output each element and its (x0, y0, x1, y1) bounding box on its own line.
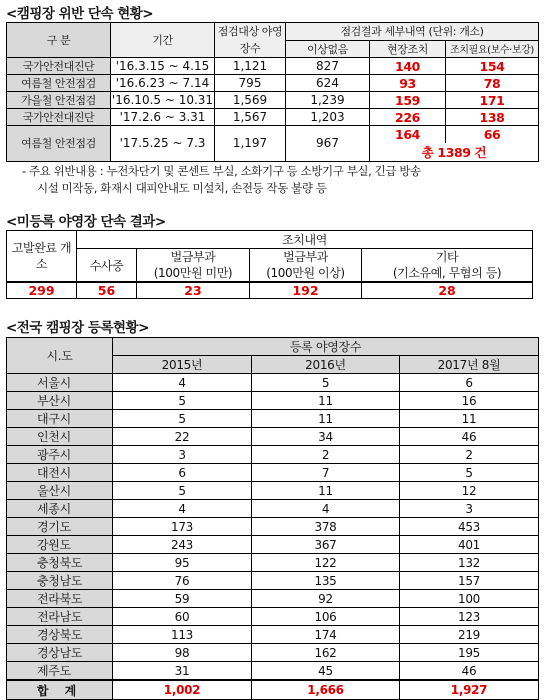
header-fine-over-line2: (100만원 이상) (266, 266, 345, 280)
cell-2017: 11 (400, 410, 539, 428)
cell-2016: 92 (252, 590, 400, 608)
row-period: '16.6.23 ~ 7.14 (111, 75, 215, 92)
cell-2016: 106 (252, 608, 400, 626)
cell-2015: 173 (113, 518, 252, 536)
header-2015: 2015년 (113, 356, 252, 374)
cell-2015: 5 (113, 410, 252, 428)
cell-2017: 6 (400, 374, 539, 392)
row-needs-action: 154 (446, 58, 539, 75)
sido-name: 전라북도 (7, 590, 113, 608)
violation-table (6, 22, 539, 162)
table-row (7, 92, 539, 109)
header-period: 기간 (111, 23, 215, 58)
row-onsite: 93 (370, 75, 446, 92)
section3-title: <전국 캠핑장 등록현황> (6, 320, 149, 336)
header-results: 점검결과 세부내역 (단위: 개소) (286, 23, 539, 41)
table-row (7, 392, 539, 410)
cell-2017: 132 (400, 554, 539, 572)
row-sites: 1,569 (215, 92, 286, 109)
cell-2015: 95 (113, 554, 252, 572)
cell-2017: 401 (400, 536, 539, 554)
cell-2017: 219 (400, 626, 539, 644)
row-category: 가을철 안전점검 (7, 92, 111, 109)
cell-2015: 243 (113, 536, 252, 554)
table-row (7, 518, 539, 536)
cell-2016: 367 (252, 536, 400, 554)
cell-2015: 5 (113, 482, 252, 500)
value-fine-over: 192 (250, 282, 362, 299)
sido-name: 전라남도 (7, 608, 113, 626)
cell-2015: 98 (113, 644, 252, 662)
row-period: '17.2.6 ~ 3.31 (111, 109, 215, 126)
row-sites: 1,121 (215, 58, 286, 75)
cell-2017: 5 (400, 464, 539, 482)
table-row (7, 554, 539, 572)
row-needs-action: 66 (446, 126, 539, 143)
sido-name: 강원도 (7, 536, 113, 554)
header-sido: 시.도 (7, 338, 113, 374)
cell-2015: 31 (113, 662, 252, 681)
table-row (7, 644, 539, 662)
header-needs-action: 조치필요(보수·보강) (446, 40, 539, 58)
cell-2016: 4 (252, 500, 400, 518)
row-onsite: 159 (370, 92, 446, 109)
cell-2017: 157 (400, 572, 539, 590)
row-needs-action: 138 (446, 109, 539, 126)
value-investigating: 56 (77, 282, 137, 299)
cell-2016: 5 (252, 374, 400, 392)
cell-2015: 5 (113, 392, 252, 410)
sido-name: 대구시 (7, 410, 113, 428)
table-row (7, 282, 533, 299)
note-line-2: 시설 미작동, 화재시 대피안내도 미설치, 손전등 작동 불량 등 (37, 181, 327, 195)
note-line-1: - 주요 위반내용 : 누전차단기 및 콘센트 부실, 소화기구 등 소방기구 부실, 긴급 방송 (22, 164, 421, 178)
section1-title: <캠핑장 위반 단속 현황> (6, 6, 154, 22)
cell-2017: 16 (400, 392, 539, 410)
cell-2016: 45 (252, 662, 400, 681)
cell-2016: 7 (252, 464, 400, 482)
cell-2015: 4 (113, 500, 252, 518)
table-row (7, 626, 539, 644)
table-row (7, 464, 539, 482)
cell-2017: 3 (400, 500, 539, 518)
row-needs-action: 171 (446, 92, 539, 109)
table-row (7, 58, 539, 75)
section2-title: <미등록 야영장 단속 결과> (6, 214, 166, 230)
sido-name: 광주시 (7, 446, 113, 464)
header-sites-target: 점검대상 야영장수 (215, 23, 286, 58)
header-other-line1: 기타 (435, 250, 459, 264)
row-category: 여름철 안전점검 (7, 75, 111, 92)
cell-2015: 6 (113, 464, 252, 482)
value-other: 28 (362, 282, 533, 299)
header-fine-under-line1: 벌금부과 (170, 250, 216, 264)
sido-name: 충청남도 (7, 572, 113, 590)
row-no-issue: 1,203 (286, 109, 370, 126)
header-2016: 2016년 (252, 356, 400, 374)
table-row (7, 482, 539, 500)
cell-2016: 11 (252, 482, 400, 500)
cell-2017: 2 (400, 446, 539, 464)
row-category: 국가안전대진단 (7, 58, 111, 75)
header-completed: 고발완료 개소 (7, 231, 77, 283)
table-row (7, 536, 539, 554)
cell-2015: 113 (113, 626, 252, 644)
sido-name: 경기도 (7, 518, 113, 536)
registration-table (6, 337, 539, 700)
sido-name: 대전시 (7, 464, 113, 482)
cell-2016: 135 (252, 572, 400, 590)
sido-name: 충청북도 (7, 554, 113, 572)
sido-name: 부산시 (7, 392, 113, 410)
row-category: 여름철 안전점검 (7, 126, 111, 162)
cell-2016: 2 (252, 446, 400, 464)
cell-2016: 162 (252, 644, 400, 662)
value-completed: 299 (7, 282, 77, 299)
table-row (7, 662, 539, 681)
row-sites: 1,197 (215, 126, 286, 162)
cell-2017: 12 (400, 482, 539, 500)
cell-2016: 34 (252, 428, 400, 446)
row-no-issue: 1,239 (286, 92, 370, 109)
row-no-issue: 624 (286, 75, 370, 92)
cell-2017: 123 (400, 608, 539, 626)
header-2017: 2017년 8월 (400, 356, 539, 374)
cell-2017: 100 (400, 590, 539, 608)
table-row (7, 590, 539, 608)
row-no-issue: 967 (286, 126, 370, 162)
table-row (7, 126, 539, 143)
header-no-issue: 이상없음 (286, 40, 370, 58)
unregistered-table (6, 230, 533, 299)
sido-name: 경상북도 (7, 626, 113, 644)
cell-2015: 3 (113, 446, 252, 464)
table-row (7, 428, 539, 446)
cell-2016: 11 (252, 392, 400, 410)
cell-2017: 453 (400, 518, 539, 536)
row-period: '16.3.15 ~ 4.15 (111, 58, 215, 75)
cell-2016: 11 (252, 410, 400, 428)
row-needs-action: 78 (446, 75, 539, 92)
cell-2016: 378 (252, 518, 400, 536)
sido-name: 경상남도 (7, 644, 113, 662)
row-sites: 1,567 (215, 109, 286, 126)
header-fine-over (250, 249, 362, 283)
row-period: '16.10.5 ~ 10.31 (111, 93, 214, 107)
header-other (362, 249, 533, 283)
sido-name: 인천시 (7, 428, 113, 446)
cell-2015: 22 (113, 428, 252, 446)
total-2017: 1,927 (400, 680, 539, 700)
row-onsite: 140 (370, 58, 446, 75)
header-fine-under (137, 249, 250, 283)
table-row (7, 446, 539, 464)
total-2016: 1,666 (252, 680, 400, 700)
sido-name: 울산시 (7, 482, 113, 500)
cell-2017: 195 (400, 644, 539, 662)
table-row (7, 572, 539, 590)
sido-name: 서울시 (7, 374, 113, 392)
cell-2016: 174 (252, 626, 400, 644)
cell-2017: 46 (400, 428, 539, 446)
header-registered: 등록 야영장수 (113, 338, 539, 356)
row-onsite: 226 (370, 109, 446, 126)
total-row (7, 680, 539, 700)
total-count: 총 1389 건 (370, 143, 539, 162)
total-label: 합 계 (7, 680, 113, 700)
table-row (7, 410, 539, 428)
row-category: 국가안전대진단 (7, 109, 111, 126)
header-measures: 조치내역 (77, 231, 533, 249)
header-investigating: 수사중 (77, 249, 137, 283)
table-row (7, 75, 539, 92)
header-onsite: 현장조치 (370, 40, 446, 58)
cell-2016: 122 (252, 554, 400, 572)
header-fine-under-line2: (100만원 미만) (153, 266, 233, 280)
header-other-line2: (기소유예, 무혐의 등) (392, 266, 502, 280)
table-row (7, 109, 539, 126)
cell-2015: 4 (113, 374, 252, 392)
header-category: 구 분 (7, 23, 111, 58)
row-onsite: 164 (370, 126, 446, 143)
row-sites: 795 (215, 75, 286, 92)
cell-2015: 60 (113, 608, 252, 626)
table-row (7, 608, 539, 626)
cell-2017: 46 (400, 662, 539, 681)
row-no-issue: 827 (286, 58, 370, 75)
table-row (7, 374, 539, 392)
cell-2015: 76 (113, 572, 252, 590)
sido-name: 세종시 (7, 500, 113, 518)
table-row (7, 500, 539, 518)
total-2015: 1,002 (113, 680, 252, 700)
header-fine-over-line1: 벌금부과 (283, 250, 328, 264)
cell-2015: 59 (113, 590, 252, 608)
row-period: '17.5.25 ~ 7.3 (111, 126, 215, 162)
value-fine-under: 23 (137, 282, 250, 299)
sido-name: 제주도 (7, 662, 113, 681)
